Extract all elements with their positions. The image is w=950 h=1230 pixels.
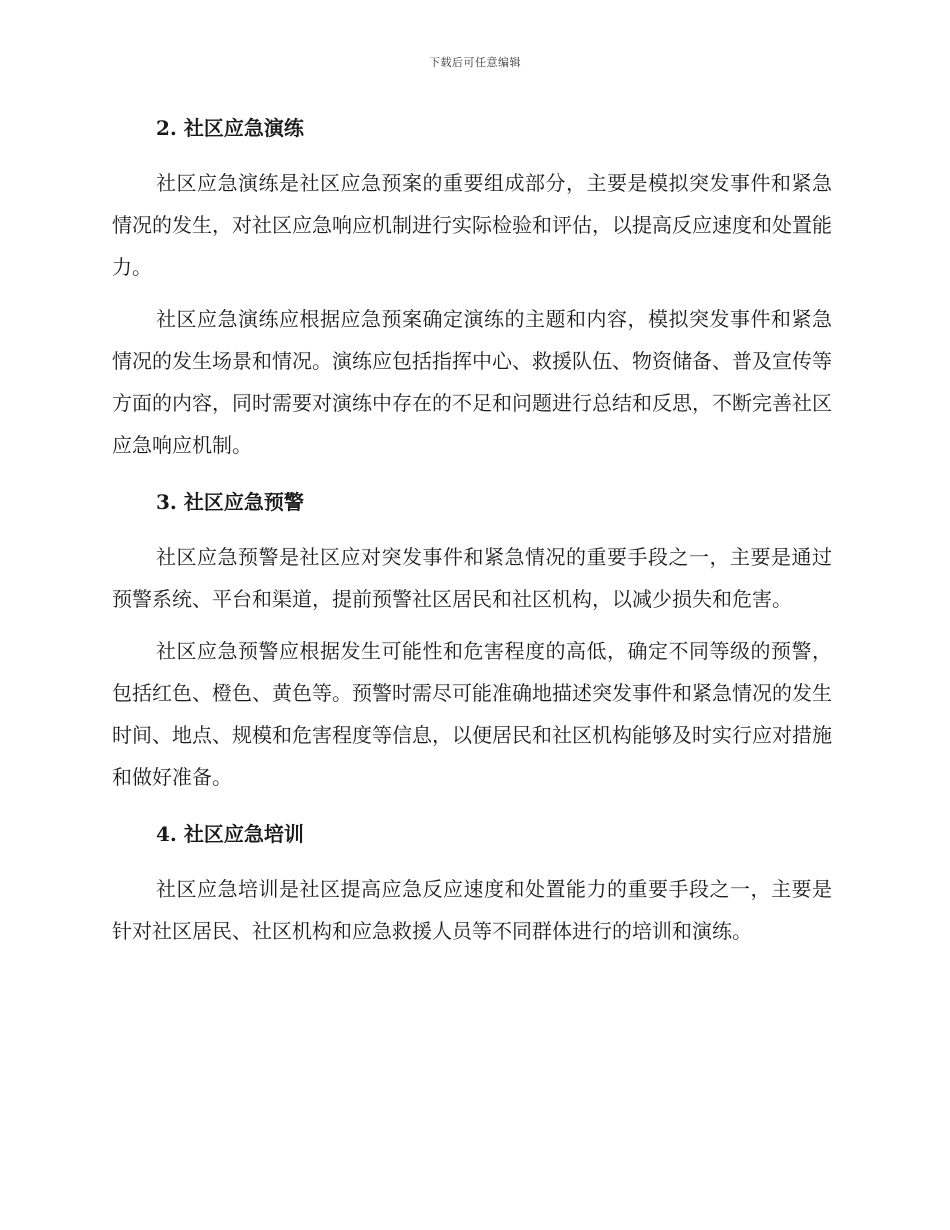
page-header: 下载后可任意编辑 (429, 56, 521, 69)
paragraph: 社区应急演练应根据应急预案确定演练的主题和内容，模拟突发事件和紧急情况的发生场景和情况。演练应包括指挥中心、救援队伍、物资储备、普及宣传等方面的内容，同时需要对演练中存在的不足和问题进行总结和反思，不断完善社区应急响应机制。 (112, 307, 832, 457)
document-body (112, 110, 832, 952)
section-heading-warning: 3. 社区应急预警 (156, 490, 304, 514)
paragraph: 社区应急预警应根据发生可能性和危害程度的高低，确定不同等级的预警，包括红色、橙色、黄色等。预警时需尽可能准确地描述突发事件和紧急情况的发生时间、地点、规模和危害程度等信息，以便居民和社区机构能够及时实行应对措施和做好准备。 (112, 639, 832, 789)
paragraph: 社区应急演练是社区应急预案的重要组成部分，主要是模拟突发事件和紧急情况的发生，对社区应急响应机制进行实际检验和评估，以提高反应速度和处置能力。 (112, 171, 832, 279)
section-heading-drill: 2. 社区应急演练 (156, 116, 304, 140)
paragraph: 社区应急培训是社区提高应急反应速度和处置能力的重要手段之一，主要是针对社区居民、社区机构和应急救援人员等不同群体进行的培训和演练。 (112, 877, 832, 943)
section-heading-training: 4. 社区应急培训 (156, 822, 304, 846)
paragraph: 社区应急预警是社区应对突发事件和紧急情况的重要手段之一，主要是通过预警系统、平台和渠道，提前预警社区居民和社区机构，以减少损失和危害。 (112, 545, 832, 611)
